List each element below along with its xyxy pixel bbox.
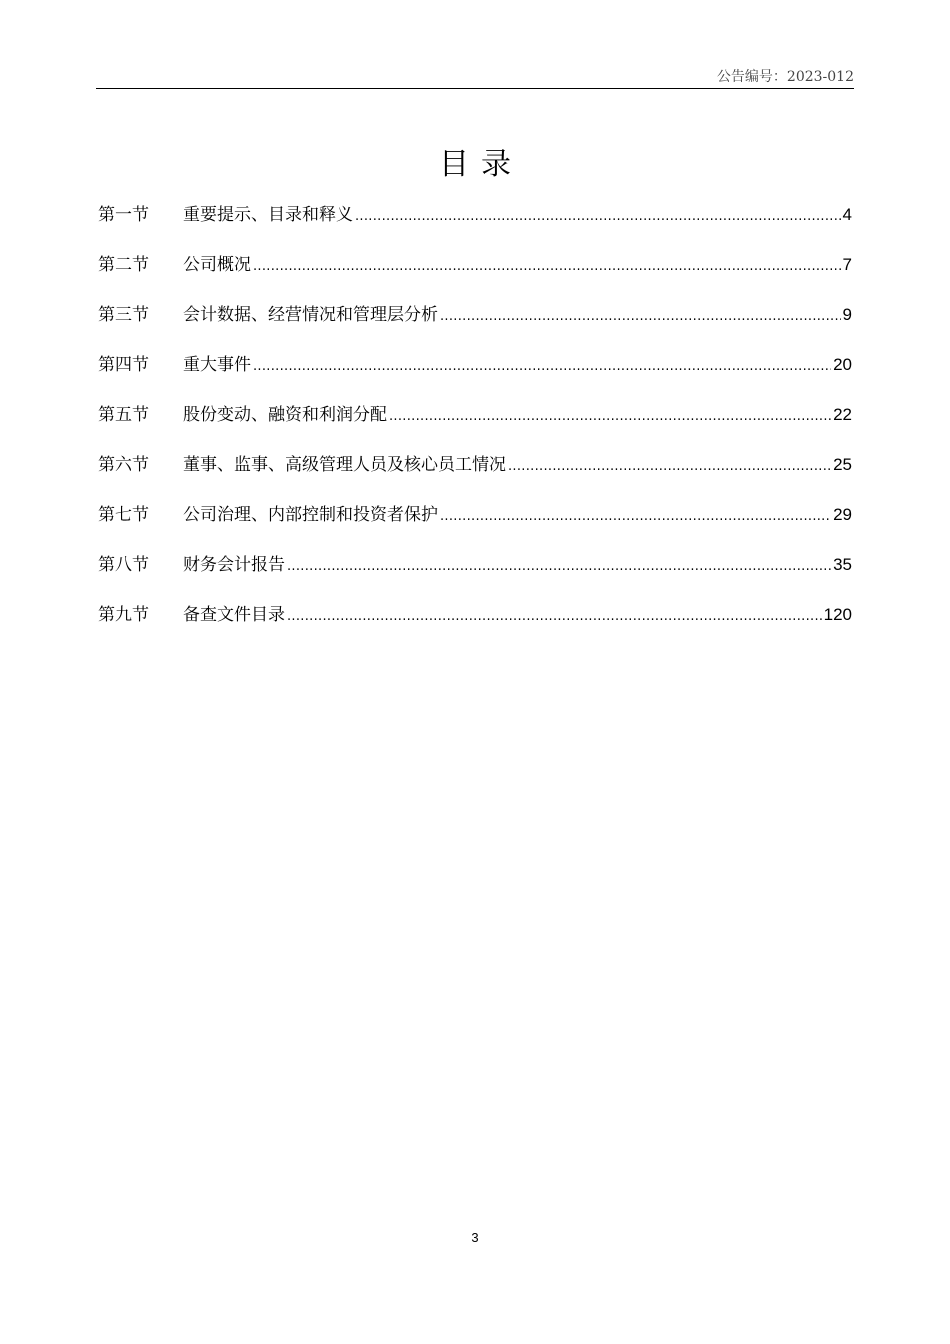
toc-entry[interactable] — [98, 400, 852, 450]
toc-entry[interactable] — [98, 250, 852, 300]
toc-dot-leader — [253, 352, 831, 382]
toc-section-number: 第八节 — [98, 555, 149, 575]
toc-dot-leader — [287, 602, 822, 632]
toc-page-number[interactable]: 9 — [842, 305, 852, 324]
toc-section-number: 第五节 — [98, 405, 149, 425]
toc-heading[interactable]: 股份变动、融资和利润分配 — [183, 405, 387, 425]
toc-entry[interactable] — [98, 350, 852, 400]
toc-heading[interactable]: 备查文件目录 — [183, 605, 285, 625]
toc-section-number: 第六节 — [98, 455, 149, 475]
toc-title: 目录 — [439, 147, 523, 182]
header-divider — [96, 88, 854, 89]
toc-dot-leader — [287, 552, 831, 582]
toc-entry[interactable] — [98, 500, 852, 550]
toc-page-number[interactable]: 20 — [833, 355, 852, 374]
footer-page-number: 3 — [471, 1230, 479, 1245]
toc-entry[interactable] — [98, 200, 852, 250]
toc-dot-leader — [355, 202, 841, 232]
toc-entry[interactable] — [98, 550, 852, 600]
toc-section-number: 第二节 — [98, 255, 149, 275]
toc-dot-leader — [508, 452, 831, 482]
toc-heading[interactable]: 重要提示、目录和释义 — [183, 205, 353, 225]
toc-section-number: 第七节 — [98, 505, 149, 525]
toc-dot-leader — [253, 252, 841, 282]
toc-section-number: 第一节 — [98, 205, 149, 225]
toc-heading[interactable]: 公司概况 — [183, 255, 251, 275]
toc-section-number: 第四节 — [98, 355, 149, 375]
toc-heading[interactable]: 重大事件 — [183, 355, 251, 375]
toc-entry[interactable] — [98, 300, 852, 350]
toc-page-number[interactable]: 4 — [842, 205, 852, 224]
toc-page-number[interactable]: 7 — [842, 255, 852, 274]
announcement-number: 公告编号：2023-012 — [716, 69, 854, 85]
toc-entry[interactable] — [98, 450, 852, 500]
toc-list — [98, 200, 852, 650]
toc-page-number[interactable]: 35 — [833, 555, 852, 574]
toc-section-number: 第九节 — [98, 605, 149, 625]
toc-page-number[interactable]: 25 — [833, 455, 852, 474]
toc-page-number[interactable]: 29 — [833, 505, 852, 524]
toc-page-number[interactable]: 22 — [833, 405, 852, 424]
toc-heading[interactable]: 公司治理、内部控制和投资者保护 — [183, 505, 438, 525]
toc-heading[interactable]: 财务会计报告 — [183, 555, 285, 575]
toc-dot-leader — [440, 502, 831, 532]
toc-dot-leader — [389, 402, 831, 432]
toc-heading[interactable]: 董事、监事、高级管理人员及核心员工情况 — [183, 455, 506, 475]
toc-section-number: 第三节 — [98, 305, 149, 325]
toc-dot-leader — [440, 302, 841, 332]
toc-entry[interactable] — [98, 600, 852, 650]
toc-page-number[interactable]: 120 — [823, 605, 852, 624]
toc-heading[interactable]: 会计数据、经营情况和管理层分析 — [183, 305, 438, 325]
